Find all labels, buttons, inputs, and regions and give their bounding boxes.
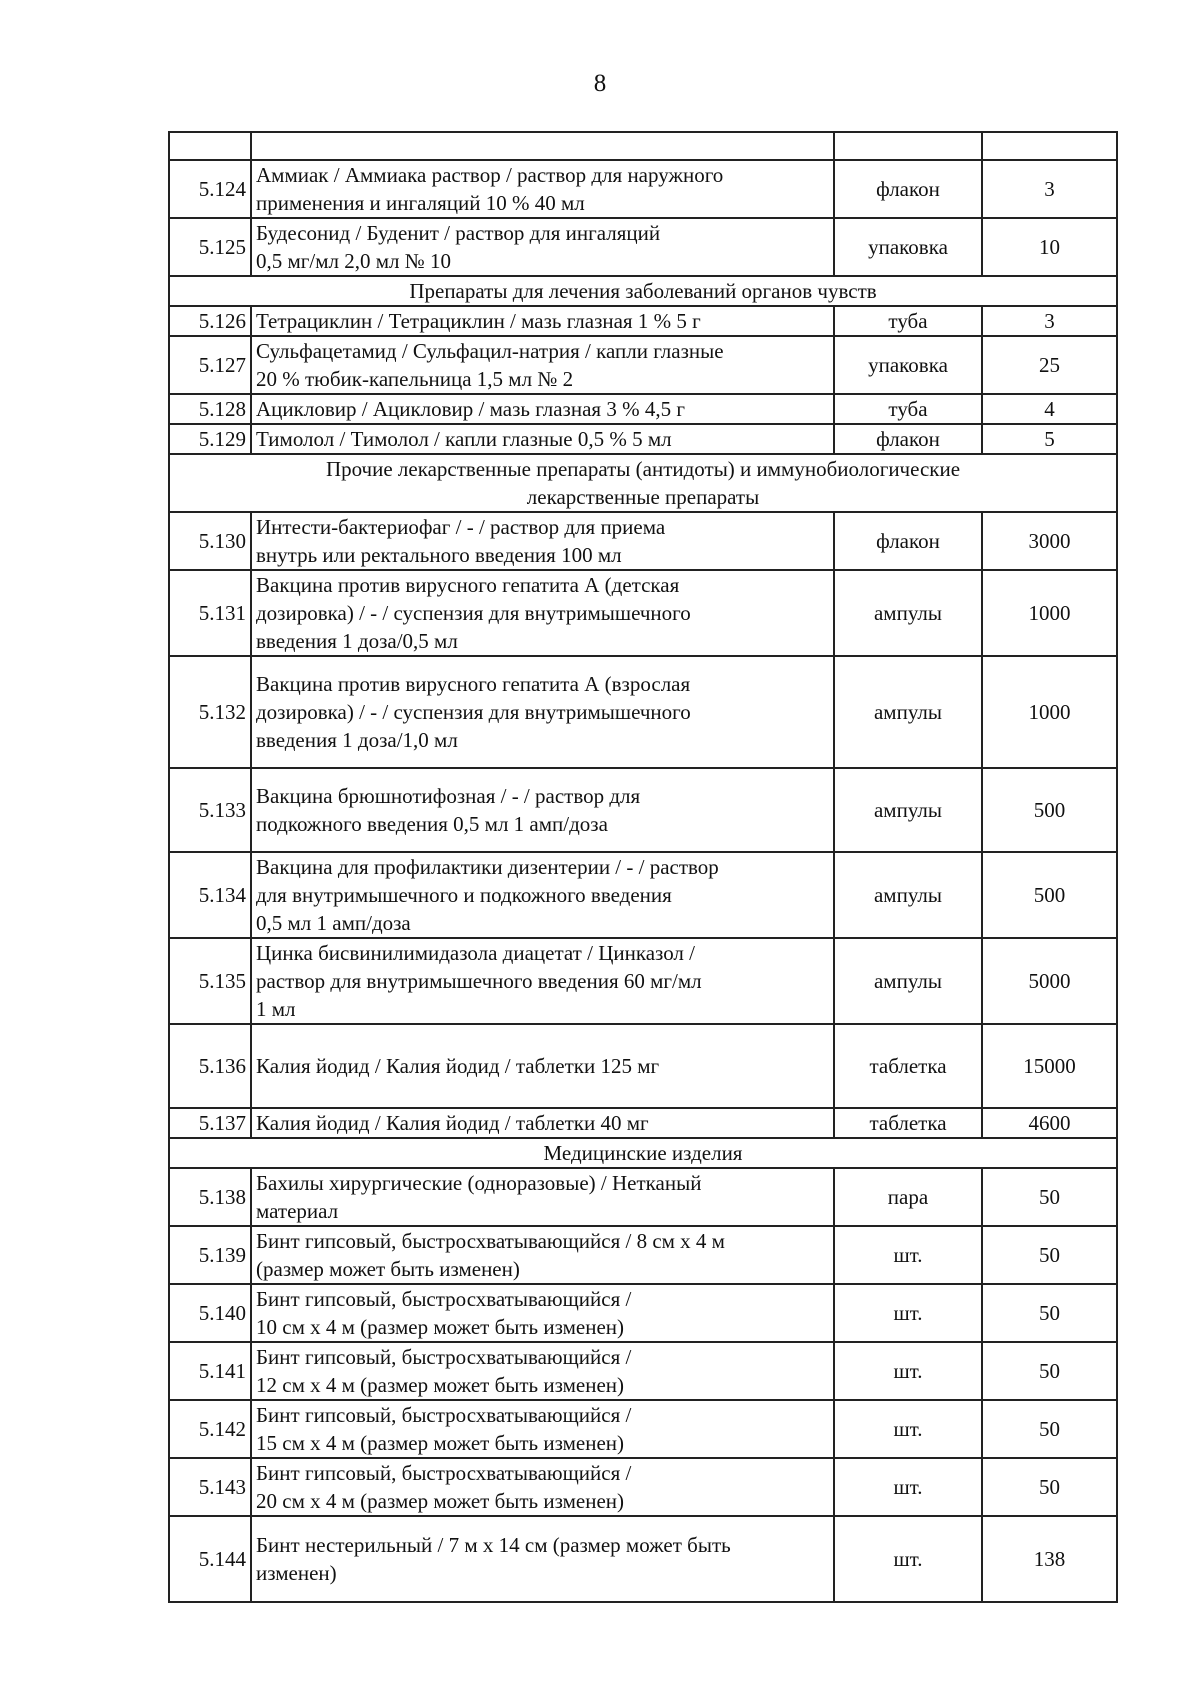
- item-unit: шт.: [834, 1226, 982, 1284]
- item-name-line: Бинт гипсовый, быстросхватывающийся /: [256, 1345, 632, 1369]
- item-name: [251, 1226, 834, 1284]
- table-row: [169, 1342, 1117, 1400]
- item-number: 5.129: [169, 424, 251, 454]
- item-name: [251, 1024, 834, 1108]
- item-name-line: Калия йодид / Калия йодид / таблетки 40 мг: [256, 1111, 649, 1135]
- item-unit: флакон: [834, 160, 982, 218]
- item-quantity: 50: [982, 1168, 1117, 1226]
- item-name: [251, 1400, 834, 1458]
- item-name-line: Сульфацетамид / Сульфацил-натрия / капли глазные: [256, 339, 724, 363]
- item-name-line: Бинт гипсовый, быстросхватывающийся /: [256, 1403, 632, 1427]
- item-quantity: 1000: [982, 570, 1117, 656]
- section-title-line: лекарственные препараты: [526, 485, 760, 509]
- item-unit: шт.: [834, 1458, 982, 1516]
- item-name: [251, 570, 834, 656]
- item-quantity: 138: [982, 1516, 1117, 1602]
- item-name: [251, 768, 834, 852]
- item-name-line: 0,5 мл 1 амп/доза: [256, 911, 411, 935]
- item-name-line: 20 % тюбик-капельница 1,5 мл № 2: [256, 367, 574, 391]
- item-name: [251, 218, 834, 276]
- item-unit: флакон: [834, 512, 982, 570]
- item-number: 5.137: [169, 1108, 251, 1138]
- item-name: [251, 656, 834, 768]
- qty-cell: [982, 132, 1117, 160]
- item-unit: шт.: [834, 1516, 982, 1602]
- item-name-line: 20 см х 4 м (размер может быть изменен): [256, 1489, 625, 1513]
- item-quantity: 50: [982, 1226, 1117, 1284]
- table-row: [169, 394, 1117, 424]
- medications-table: [168, 131, 1118, 1603]
- table-row: [169, 938, 1117, 1024]
- item-name-line: 10 см х 4 м (размер может быть изменен): [256, 1315, 625, 1339]
- num-cell: [169, 132, 251, 160]
- section-row: [169, 276, 1117, 306]
- item-name: [251, 306, 834, 336]
- item-name-line: материал: [256, 1199, 339, 1223]
- section-title: [169, 454, 1117, 512]
- item-name-line: Вакцина для профилактики дизентерии / - / раствор: [256, 855, 719, 879]
- item-name-line: 15 см х 4 м (размер может быть изменен): [256, 1431, 625, 1455]
- item-name-line: Бинт гипсовый, быстросхватывающийся /: [256, 1461, 632, 1485]
- item-name-line: Бахилы хирургические (одноразовые) / Нетканый: [256, 1171, 702, 1195]
- item-name-line: Вакцина брюшнотифозная / - / раствор для: [256, 784, 641, 808]
- item-name: [251, 160, 834, 218]
- item-unit: ампулы: [834, 570, 982, 656]
- item-quantity: 50: [982, 1284, 1117, 1342]
- section-title: [169, 1138, 1117, 1168]
- item-name-line: 0,5 мг/мл 2,0 мл № 10: [256, 249, 452, 273]
- item-name: [251, 394, 834, 424]
- item-quantity: 500: [982, 768, 1117, 852]
- table-row: [169, 424, 1117, 454]
- item-quantity: 1000: [982, 656, 1117, 768]
- item-name-line: введения 1 доза/1,0 мл: [256, 728, 458, 752]
- table-row: [169, 1168, 1117, 1226]
- table-row: [169, 218, 1117, 276]
- item-quantity: 5000: [982, 938, 1117, 1024]
- item-name: [251, 512, 834, 570]
- item-name-line: Бинт гипсовый, быстросхватывающийся / 8 см х 4 м: [256, 1229, 725, 1253]
- item-name-line: раствор для внутримышечного введения 60 мг/мл: [256, 969, 702, 993]
- item-name-line: Бинт гипсовый, быстросхватывающийся /: [256, 1287, 632, 1311]
- table-row: [169, 1108, 1117, 1138]
- item-name-line: подкожного введения 0,5 мл 1 амп/доза: [256, 812, 608, 836]
- item-unit: туба: [834, 394, 982, 424]
- item-name-line: применения и ингаляций 10 % 40 мл: [256, 191, 585, 215]
- item-unit: ампулы: [834, 656, 982, 768]
- item-number: 5.124: [169, 160, 251, 218]
- name-cell: [251, 132, 834, 160]
- item-number: 5.135: [169, 938, 251, 1024]
- item-name-line: внутрь или ректального введения 100 мл: [256, 543, 622, 567]
- item-name: [251, 1284, 834, 1342]
- item-name: [251, 1516, 834, 1602]
- item-quantity: 500: [982, 852, 1117, 938]
- item-number: 5.130: [169, 512, 251, 570]
- item-quantity: 15000: [982, 1024, 1117, 1108]
- item-unit: шт.: [834, 1342, 982, 1400]
- item-name-line: Интести-бактериофаг / - / раствор для приема: [256, 515, 666, 539]
- item-name: [251, 1342, 834, 1400]
- section-title-line: Медицинские изделия: [543, 1141, 743, 1165]
- item-quantity: 4600: [982, 1108, 1117, 1138]
- item-name-line: Калия йодид / Калия йодид / таблетки 125 мг: [256, 1054, 660, 1078]
- item-name: [251, 1168, 834, 1226]
- item-name-line: изменен): [256, 1561, 337, 1585]
- section-title-line: Прочие лекарственные препараты (антидоты) и иммунобиологические: [325, 457, 961, 481]
- item-name: [251, 336, 834, 394]
- item-unit: таблетка: [834, 1108, 982, 1138]
- item-number: 5.144: [169, 1516, 251, 1602]
- item-quantity: 25: [982, 336, 1117, 394]
- item-name-line: Тимолол / Тимолол / капли глазные 0,5 % 5 мл: [256, 427, 672, 451]
- item-number: 5.127: [169, 336, 251, 394]
- item-name-line: Бинт нестерильный / 7 м х 14 см (размер может быть: [256, 1533, 731, 1557]
- item-quantity: 50: [982, 1342, 1117, 1400]
- item-name: [251, 424, 834, 454]
- item-number: 5.134: [169, 852, 251, 938]
- table-row: [169, 1284, 1117, 1342]
- item-number: 5.132: [169, 656, 251, 768]
- item-unit: пара: [834, 1168, 982, 1226]
- item-quantity: 3: [982, 306, 1117, 336]
- item-number: 5.138: [169, 1168, 251, 1226]
- table-row: [169, 656, 1117, 768]
- item-unit: ампулы: [834, 938, 982, 1024]
- item-unit: шт.: [834, 1284, 982, 1342]
- item-number: 5.131: [169, 570, 251, 656]
- page-number: 8: [593, 70, 607, 97]
- item-unit: ампулы: [834, 768, 982, 852]
- section-row: [169, 454, 1117, 512]
- item-unit: туба: [834, 306, 982, 336]
- item-name-line: Ацикловир / Ацикловир / мазь глазная 3 % 4,5 г: [256, 397, 685, 421]
- table-row: [169, 306, 1117, 336]
- item-number: 5.140: [169, 1284, 251, 1342]
- item-unit: флакон: [834, 424, 982, 454]
- item-quantity: 50: [982, 1400, 1117, 1458]
- item-name-line: (размер может быть изменен): [256, 1257, 520, 1281]
- item-name-line: дозировка) / - / суспензия для внутримышечного: [256, 601, 691, 625]
- item-name-line: Вакцина против вирусного гепатита А (взрослая: [256, 672, 691, 696]
- table-row: [169, 336, 1117, 394]
- item-name-line: 12 см х 4 м (размер может быть изменен): [256, 1373, 625, 1397]
- item-quantity: 3000: [982, 512, 1117, 570]
- item-name-line: Вакцина против вирусного гепатита А (детская: [256, 573, 680, 597]
- table-row: [169, 570, 1117, 656]
- item-quantity: 5: [982, 424, 1117, 454]
- item-name: [251, 1458, 834, 1516]
- item-number: 5.139: [169, 1226, 251, 1284]
- item-number: 5.141: [169, 1342, 251, 1400]
- item-quantity: 50: [982, 1458, 1117, 1516]
- item-name-line: Аммиак / Аммиака раствор / раствор для наружного: [256, 163, 724, 187]
- item-number: 5.128: [169, 394, 251, 424]
- table-row: [169, 768, 1117, 852]
- item-number: 5.125: [169, 218, 251, 276]
- table-row: [169, 1400, 1117, 1458]
- item-name: [251, 1108, 834, 1138]
- item-name-line: введения 1 доза/0,5 мл: [256, 629, 458, 653]
- section-title-line: Препараты для лечения заболеваний органов чувств: [409, 279, 877, 303]
- item-name-line: Цинка бисвинилимидазола диацетат / Цинказол /: [256, 941, 696, 965]
- table-row: [169, 1516, 1117, 1602]
- table-row: [169, 852, 1117, 938]
- section-row: [169, 1138, 1117, 1168]
- table-body: [169, 132, 1117, 1602]
- table-row: [169, 512, 1117, 570]
- item-unit: шт.: [834, 1400, 982, 1458]
- item-number: 5.142: [169, 1400, 251, 1458]
- item-name-line: Тетрациклин / Тетрациклин / мазь глазная 1 % 5 г: [256, 309, 701, 333]
- item-name-line: дозировка) / - / суспензия для внутримышечного: [256, 700, 691, 724]
- item-unit: таблетка: [834, 1024, 982, 1108]
- item-number: 5.133: [169, 768, 251, 852]
- item-unit: упаковка: [834, 336, 982, 394]
- item-name: [251, 938, 834, 1024]
- item-name-line: Будесонид / Буденит / раствор для ингаляций: [256, 221, 661, 245]
- item-name: [251, 852, 834, 938]
- table-row: [169, 1024, 1117, 1108]
- table-row: [169, 160, 1117, 218]
- item-number: 5.126: [169, 306, 251, 336]
- header-blank-row: [169, 132, 1117, 160]
- table-row: [169, 1458, 1117, 1516]
- item-quantity: 10: [982, 218, 1117, 276]
- table-row: [169, 1226, 1117, 1284]
- item-name-line: 1 мл: [256, 997, 296, 1021]
- item-unit: упаковка: [834, 218, 982, 276]
- section-title: [169, 276, 1117, 306]
- item-quantity: 3: [982, 160, 1117, 218]
- item-number: 5.136: [169, 1024, 251, 1108]
- item-quantity: 4: [982, 394, 1117, 424]
- item-number: 5.143: [169, 1458, 251, 1516]
- item-name-line: для внутримышечного и подкожного введения: [256, 883, 672, 907]
- unit-cell: [834, 132, 982, 160]
- item-unit: ампулы: [834, 852, 982, 938]
